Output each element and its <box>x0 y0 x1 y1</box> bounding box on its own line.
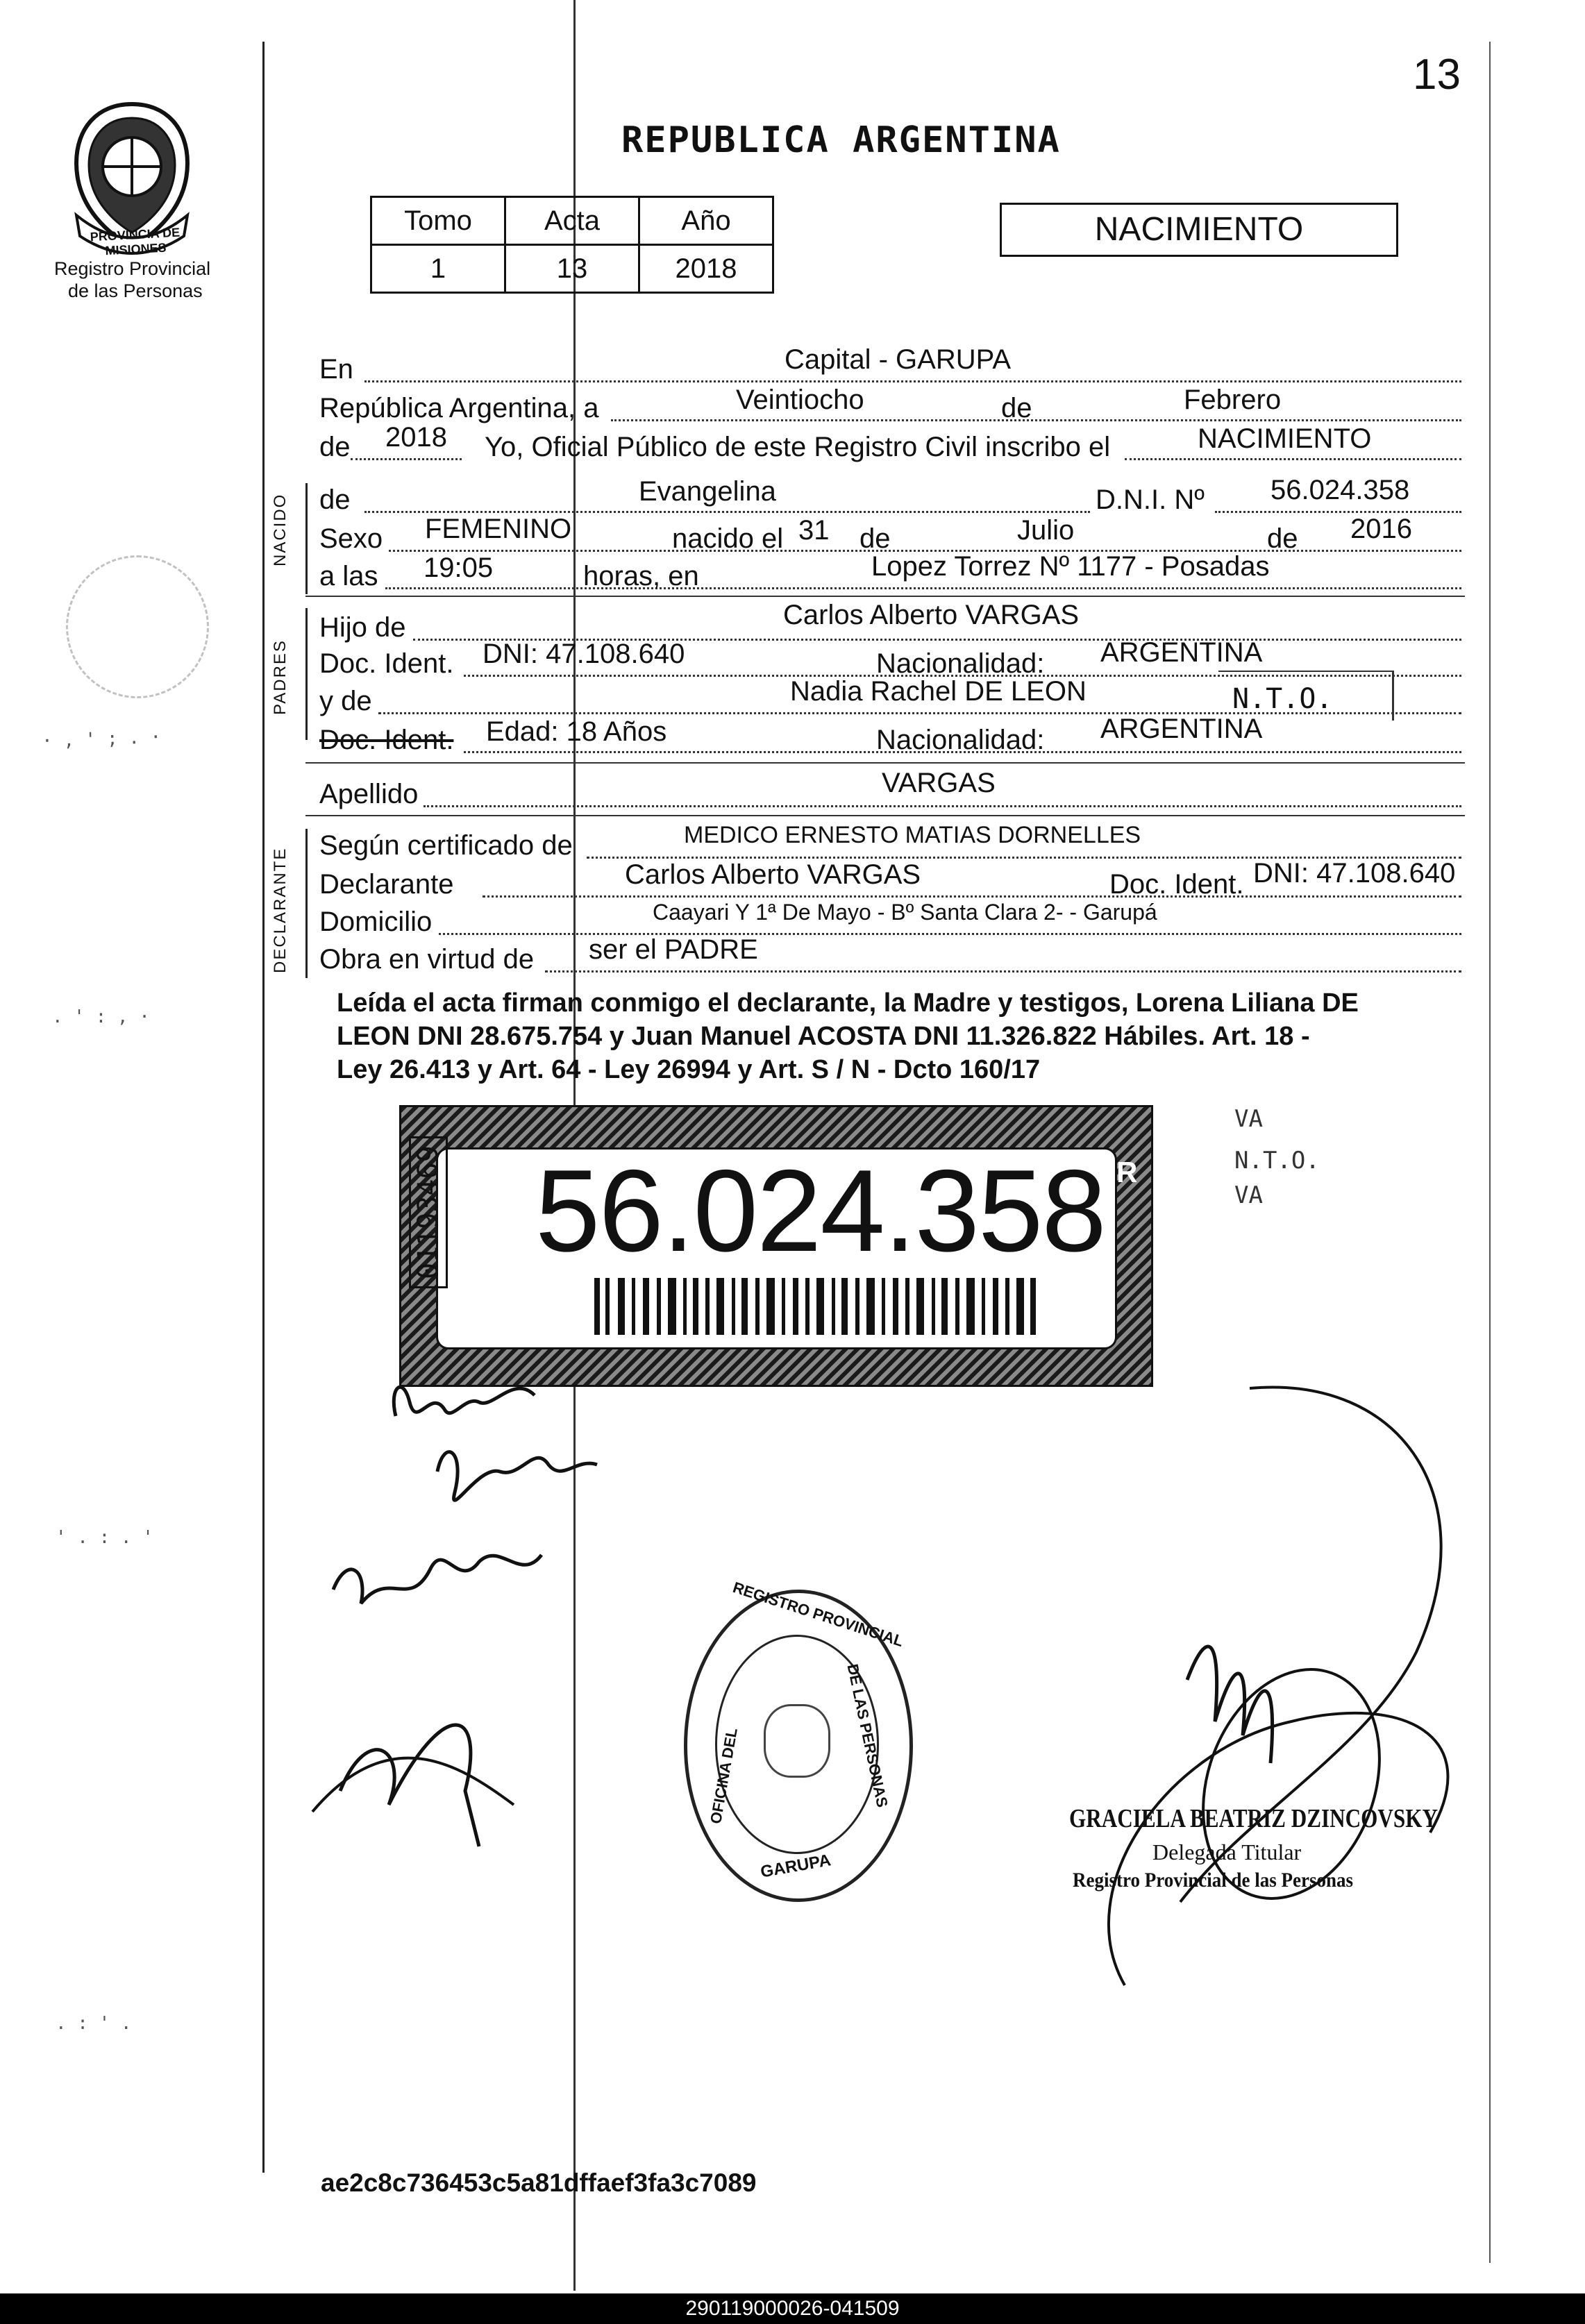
province-seal <box>49 97 215 260</box>
stamp-bottom-text: GARUPA <box>759 1851 832 1882</box>
declarante-doc-label: Doc. Ident. <box>1109 869 1244 900</box>
margin-noise: . : ' . <box>56 2013 132 2034</box>
mother-age-value: Edad: 18 Años <box>486 716 667 747</box>
page-number: 13 <box>1413 51 1461 99</box>
country-title: REPUBLICA ARGENTINA <box>621 119 1061 161</box>
sticker-barcode <box>594 1278 1039 1335</box>
hijo-de-label: Hijo de <box>319 612 406 643</box>
stamp-emblem <box>764 1704 830 1778</box>
margin-note-va-2: VA <box>1234 1181 1263 1209</box>
mother-nat-label: Nacionalidad: <box>876 725 1045 755</box>
sticker-mark: R <box>1116 1156 1138 1188</box>
closing-line-2: LEON DNI 28.675.754 y Juan Manuel ACOSTA DNI 11.326.822 Hábiles. Art. 18 - <box>337 1022 1310 1051</box>
section-divider <box>305 762 1465 764</box>
domicilio-label: Domicilio <box>319 907 433 937</box>
child-name-value: Evangelina <box>639 476 776 507</box>
official-signature <box>1041 1361 1527 2020</box>
declarante-value: Carlos Alberto VARGAS <box>625 859 921 890</box>
registry-label-2: de las Personas <box>68 280 203 301</box>
dotted-line <box>545 970 1461 972</box>
dotted-line <box>1125 458 1461 460</box>
horas-en-label: horas, en <box>583 561 699 591</box>
year-value: 2018 <box>385 422 447 453</box>
apellido-label: Apellido <box>319 779 419 809</box>
document-hash: ae2c8c736453c5a81dffaef3fa3c7089 <box>321 2169 757 2197</box>
de-label: de <box>1001 393 1032 423</box>
place-value: Capital - GARUPA <box>785 344 1012 375</box>
obra-label: Obra en virtud de <box>319 944 535 975</box>
margin-noise: . ' : , · <box>52 1007 150 1027</box>
margin-noise: ' . : . ' <box>56 1527 153 1548</box>
father-doc-value: DNI: 47.108.640 <box>483 639 685 669</box>
stamp-top-text: REGISTRO PROVINCIAL <box>730 1578 906 1651</box>
dotted-line <box>364 380 1461 382</box>
record-table <box>370 196 774 294</box>
acta-value: 13 <box>505 245 639 293</box>
birth-time-value: 19:05 <box>423 553 494 583</box>
dotted-line <box>1215 511 1461 513</box>
birth-year-value: 2016 <box>1350 514 1412 544</box>
dotted-line <box>385 587 1461 589</box>
father-doc-label: Doc. Ident. <box>319 648 454 679</box>
dotted-line <box>611 419 1461 421</box>
father-nat-label: Nacionalidad: <box>876 648 1045 679</box>
sexo-value: FEMENINO <box>425 514 572 544</box>
de-label-4: de <box>1267 523 1298 554</box>
mother-doc-label: Doc. Ident. <box>319 725 454 755</box>
event-value: NACIMIENTO <box>1198 423 1372 454</box>
dotted-line <box>351 458 462 460</box>
tomo-header: Tomo <box>371 197 505 245</box>
father-nat-value: ARGENTINA <box>1100 637 1263 668</box>
de-label-3: de <box>859 523 891 554</box>
birth-place-value: Lopez Torrez Nº 1177 - Posadas <box>871 551 1270 582</box>
registry-label-1: Registro Provincial <box>54 258 211 279</box>
cert-value: MEDICO ERNESTO MATIAS DORNELLES <box>684 822 1141 848</box>
birth-month-value: Julio <box>1017 515 1075 546</box>
registry-stamp <box>684 1578 913 1902</box>
day-words-value: Veintiocho <box>736 385 864 415</box>
faded-seal <box>66 555 209 698</box>
anio-header: Año <box>639 197 773 245</box>
section-declarante-label: DECLARANTE <box>271 847 290 973</box>
republica-label: República Argentina, a <box>319 393 599 423</box>
dni-sticker <box>399 1105 1153 1387</box>
official-title: Delegada Titular <box>1152 1839 1302 1864</box>
dotted-line <box>483 895 1461 898</box>
y-de-label: y de <box>319 686 372 716</box>
nacido-de-label: de <box>319 485 351 515</box>
seal-motto: PROVINCIA DE MISIONES <box>90 225 181 258</box>
tomo-value: 1 <box>371 245 505 293</box>
birth-day-value: 31 <box>798 515 830 546</box>
statement-text: Yo, Oficial Público de este Registro Civil inscribo el <box>485 432 1111 462</box>
declarante-doc-value: DNI: 47.108.640 <box>1253 858 1456 889</box>
father-name-value: Carlos Alberto VARGAS <box>783 600 1080 630</box>
sticker-serial: 01193469 <box>409 1136 448 1288</box>
footer-code: 290119000026-041509 <box>685 2297 900 2320</box>
mother-name-value: Nadia Rachel DE LEON <box>790 676 1087 707</box>
stamp-left-text: OFICINA DEL <box>707 1726 741 1826</box>
en-label: En <box>319 354 353 385</box>
margin-note-va-1: VA <box>1234 1105 1263 1133</box>
dni-label: D.N.I. Nº <box>1096 485 1205 515</box>
sticker-dni-number: 56.024.358 <box>535 1145 1105 1276</box>
section-bracket <box>305 608 308 740</box>
cert-label: Según certificado de <box>319 830 573 861</box>
a-las-label: a las <box>319 561 378 591</box>
section-bracket <box>305 829 308 978</box>
margin-noise: · , ' ; . · <box>41 727 162 752</box>
section-divider <box>305 815 1465 816</box>
closing-line-3: Ley 26.413 y Art. 64 - Ley 26994 y Art. S / N - Dcto 160/17 <box>337 1055 1041 1084</box>
domicilio-value: Caayari Y 1ª De Mayo - Bº Santa Clara 2- - Garupá <box>653 900 1157 925</box>
child-dni-value: 56.024.358 <box>1270 475 1410 505</box>
signatures-left <box>305 1361 666 1860</box>
dotted-line <box>364 511 1090 513</box>
sticker-inner <box>412 1145 1117 1349</box>
sexo-label: Sexo <box>319 523 383 554</box>
footer-bar <box>0 2293 1585 2324</box>
act-type-box <box>1000 203 1398 257</box>
dotted-line <box>423 805 1461 807</box>
nacido-el-label: nacido el <box>672 523 784 554</box>
official-office: Registro Provincial de las Personas <box>1073 1869 1353 1892</box>
act-type: NACIMIENTO <box>1094 211 1304 248</box>
month-value: Febrero <box>1184 385 1282 415</box>
nto-note: N.T.O. <box>1232 683 1333 715</box>
section-padres-label: PADRES <box>271 639 290 715</box>
apellido-value: VARGAS <box>882 768 996 798</box>
mother-nat-value: ARGENTINA <box>1100 714 1263 744</box>
stamp-side-text: DE LAS PERSONAS <box>844 1662 891 1809</box>
section-divider <box>305 596 1465 597</box>
declarante-label: Declarante <box>319 869 454 900</box>
obra-value: ser el PADRE <box>589 934 758 965</box>
acta-header: Acta <box>505 197 639 245</box>
anio-value: 2018 <box>639 245 773 293</box>
left-margin-line <box>262 42 265 2173</box>
de-label-2: de <box>319 432 351 462</box>
official-name: GRACIELA BEATRIZ DZINCOVSKY <box>1069 1804 1438 1833</box>
section-nacido-label: NACIDO <box>271 493 290 566</box>
margin-note-nto: N.T.O. <box>1234 1147 1320 1174</box>
closing-line-1: Leída el acta firman conmigo el declarante, la Madre y testigos, Lorena Liliana DE <box>337 988 1359 1018</box>
section-bracket <box>305 483 308 594</box>
